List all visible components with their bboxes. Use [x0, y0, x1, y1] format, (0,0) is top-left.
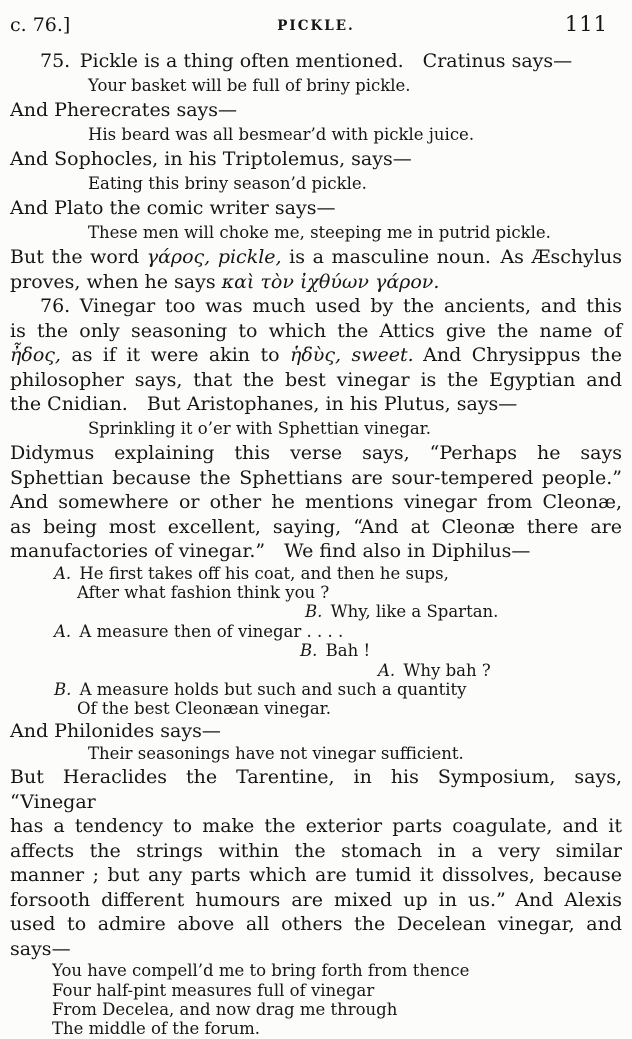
text-segment: Why, like a Spartan. — [322, 602, 499, 622]
text-segment: Why bah ? — [395, 660, 491, 680]
dialogue-a-line2 — [77, 583, 622, 602]
text-segment: forsooth different humours are mixed up in us.” And Alexis — [10, 888, 622, 911]
text-segment: And Plato the comic writer says— — [10, 197, 336, 219]
text-segment: Eating this briny season’d pickle. — [88, 173, 367, 193]
text-segment: has a tendency to make the exterior parts coagulate, and it — [10, 815, 622, 838]
text-segment: as being most excellent, saying, “And at Cleonæ there are — [10, 515, 622, 538]
text-segment: proves, when he says — [10, 270, 222, 293]
text-segment: as if it were akin to — [60, 344, 290, 366]
body-76-line3 — [10, 343, 622, 368]
dialogue-a-measure — [54, 622, 622, 641]
text-segment: 76. Vinegar too was much used by the ancients, and this — [40, 295, 622, 317]
text-segment: And Pherecrates says— — [10, 99, 238, 121]
text-segment: And Philonides says— — [10, 719, 221, 742]
body-heraclides-line2 — [10, 814, 622, 839]
text-segment: manner ; but any parts which are tumid it dissolves, because — [10, 864, 622, 887]
body-76-line5 — [10, 392, 622, 417]
chapter-reference: c. 76.] — [10, 14, 71, 36]
dialogue-a-line1 — [54, 564, 622, 583]
body-76-line2 — [10, 319, 622, 344]
text-segment: And Sophocles, in his Triptolemus, says— — [10, 148, 412, 170]
body-76-line4 — [10, 368, 622, 393]
text-segment: His beard was all besmear’d with pickle juice. — [88, 124, 475, 144]
para-76-intro — [40, 294, 622, 319]
text-segment: Of the best Cleonæan vinegar. — [77, 699, 331, 719]
text-segment: Their seasonings have not vinegar sufficient. — [88, 744, 464, 764]
italic-segment: A. — [54, 563, 72, 583]
page-title: PICKLE. — [277, 18, 355, 34]
italic-segment: B. — [305, 602, 323, 622]
dialogue-a-why-bah — [378, 661, 622, 680]
body-garos-line1 — [10, 245, 622, 270]
text-segment: Sphettian because the Sphettians are sour-tempered people.” — [10, 466, 622, 489]
text-segment: used to admire above all others the Decelean vinegar, and — [10, 913, 622, 936]
verse-alexis-line2 — [52, 981, 622, 1000]
dialogue-b-bah — [300, 641, 622, 660]
dialogue-b-quantity — [54, 680, 622, 699]
body-didymus-line3 — [10, 490, 622, 515]
verse-alexis-line3 — [52, 1000, 622, 1019]
running-header — [10, 12, 622, 38]
body-heraclides-line5 — [10, 888, 622, 913]
verse-alexis-line4 — [52, 1019, 622, 1038]
text-segment: The middle of the forum. — [52, 1019, 260, 1039]
text-segment: A measure holds but such and such a quantity — [71, 679, 467, 699]
text-segment: the Cnidian. But Aristophanes, in his Plutus, says— — [10, 393, 518, 415]
attrib-philonides — [10, 719, 622, 744]
attrib-plato — [10, 196, 622, 221]
verse-alexis-line1 — [52, 961, 622, 980]
text-segment: And somewhere or other he mentions vinegar from Cleonæ, — [10, 491, 622, 513]
italic-segment: ἦδος, — [10, 344, 61, 366]
body-didymus-line2 — [10, 466, 622, 491]
dialogue-b-cont — [77, 699, 622, 718]
quote-plato — [88, 221, 622, 246]
italic-segment: ἡδὺς, sweet. — [289, 344, 414, 366]
text-segment: 75. Pickle is a thing often mentioned. Cratinus says— — [40, 50, 573, 72]
text-segment: is a masculine noun. As Æschylus — [281, 246, 622, 268]
body-didymus-line1 — [10, 441, 622, 466]
body-says-lead — [10, 937, 622, 962]
text-segment: He first takes off his coat, and then he sups, — [71, 563, 449, 583]
italic-segment: B. — [300, 641, 318, 661]
page-number: 111 — [564, 12, 608, 36]
text-segment: A measure then of vinegar . . . . — [71, 621, 344, 641]
para-75-intro — [40, 49, 622, 74]
text-segment: manufactories of vinegar.” We find also in Diphilus— — [10, 540, 531, 562]
body-didymus-line4 — [10, 515, 622, 540]
text-segment: From Decelea, and now drag me through — [52, 1000, 398, 1020]
body-garos-line2 — [10, 270, 622, 295]
attrib-pherecrates — [10, 98, 622, 123]
italic-segment: B. — [54, 679, 72, 699]
italic-segment: καὶ τὸν ἰχθύων γάρον. — [221, 270, 440, 293]
text-segment: Didymus explaining this verse says, “Perhaps he says — [10, 442, 622, 464]
text-segment: Four half-pint measures full of vinegar — [52, 980, 375, 1000]
quote-pherecrates — [88, 123, 622, 148]
text-segment: Bah ! — [317, 641, 371, 661]
attrib-sophocles — [10, 147, 622, 172]
quote-philonides — [88, 743, 622, 765]
text-segment: is the only seasoning to which the Attics give the name of — [10, 319, 622, 342]
quote-sophocles — [88, 172, 622, 197]
text-segment: But the word — [10, 246, 147, 268]
dialogue-b-spartan — [305, 602, 622, 621]
text-segment: You have compell’d me to bring forth from thence — [52, 961, 470, 981]
text-segment: But Heraclides the Tarentine, in his Symposium, says, “Vinegar — [10, 766, 622, 813]
body-heraclides-line3 — [10, 839, 622, 864]
body-heraclides-line1 — [10, 765, 622, 814]
body-didymus-line5 — [10, 539, 622, 564]
text-segment: After what fashion think you ? — [77, 582, 330, 602]
text-segment: And Chrysippus the — [413, 344, 622, 366]
italic-segment: γάρος, pickle, — [146, 246, 282, 268]
text-segment: Your basket will be full of briny pickle. — [88, 75, 411, 95]
italic-segment: A. — [378, 660, 396, 680]
text-segment: says— — [10, 937, 71, 960]
text-segment: affects the strings within the stomach in a very similar — [10, 839, 622, 862]
italic-segment: A. — [54, 621, 72, 641]
body-heraclides-line4 — [10, 863, 622, 888]
text-segment: These men will choke me, steeping me in putrid pickle. — [88, 222, 551, 242]
text-segment: Sprinkling it o’er with Sphettian vinegar. — [88, 418, 431, 438]
quote-cratinus — [88, 74, 622, 99]
quote-aristophanes — [88, 417, 622, 442]
text-segment: philosopher says, that the best vinegar is the Egyptian and — [10, 368, 622, 391]
body-heraclides-line6 — [10, 912, 622, 937]
